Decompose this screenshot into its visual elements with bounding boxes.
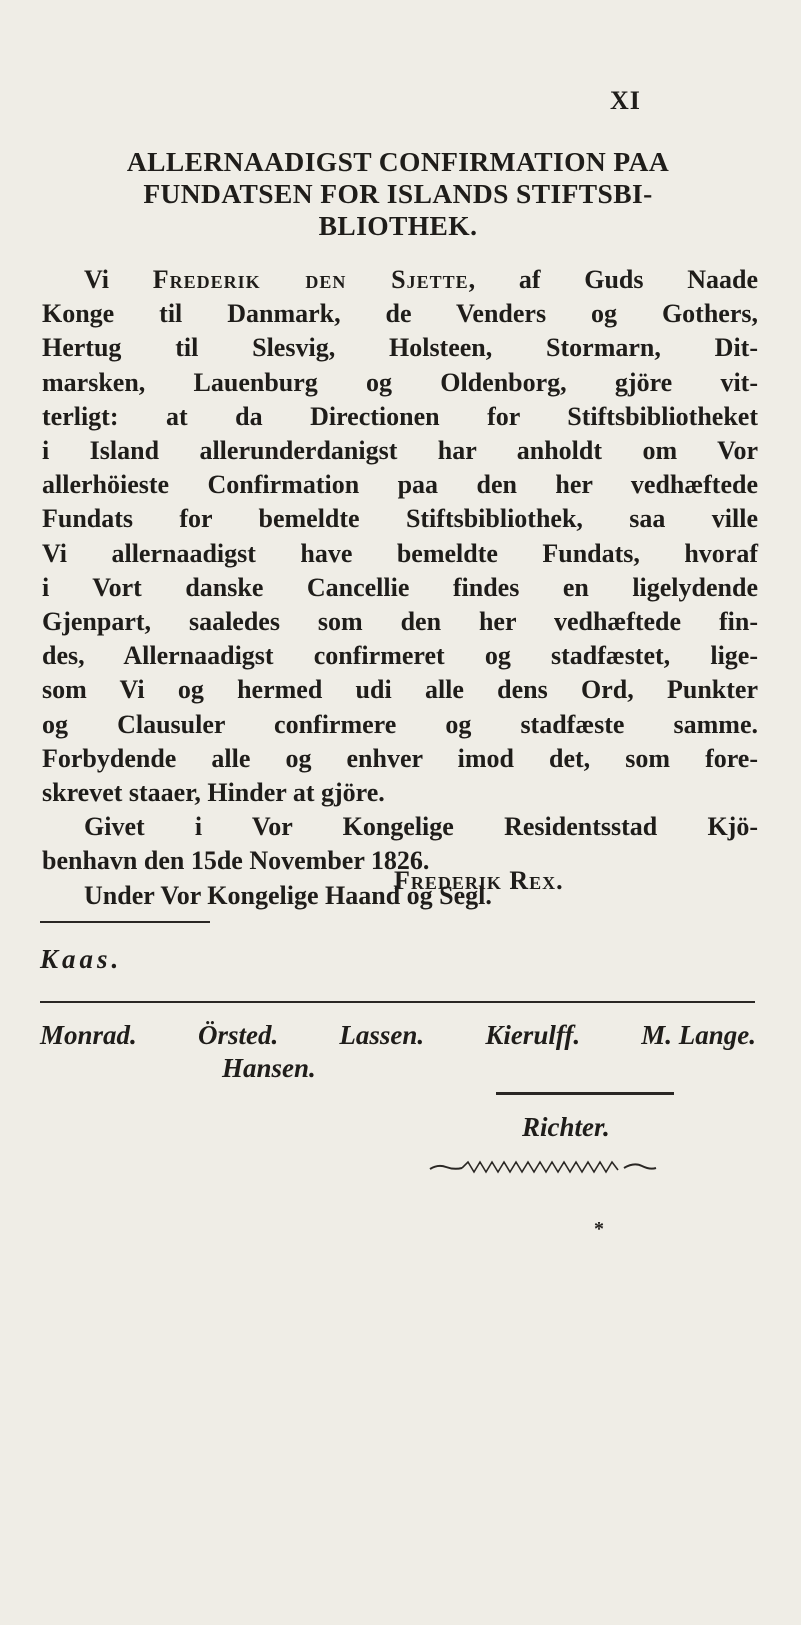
signatories-row — [40, 1020, 756, 1051]
page-number: XI — [610, 86, 641, 115]
body-first-line-rest: , af Guds Naade — [468, 265, 759, 294]
body-line: i Vort danske Cancellie findes en ligelydende — [42, 572, 758, 602]
body-line: Vi allernaadigst have bemeldte Fundats, hvoraf — [42, 538, 758, 568]
body-line: allerhöieste Confirmation paa den her vedhæftede — [42, 470, 758, 500]
signatory-richter: Richter. — [522, 1112, 610, 1142]
body-line: skrevet staaer, Hinder at gjöre. — [42, 778, 385, 808]
countersign-kaas: Kaas. — [40, 944, 123, 974]
document-title — [28, 146, 768, 242]
document-body — [42, 263, 758, 913]
given-line: benhavn den 15de November 1826. — [42, 846, 430, 876]
body-line: des, Allernaadigst confirmeret og stadfæstet, lige- — [42, 641, 758, 671]
title-line: BLIOTHEK. — [318, 210, 478, 241]
body-line: marsken, Lauenburg og Oldenborg, gjöre vit- — [42, 367, 758, 397]
divider-right — [496, 1092, 674, 1095]
body-vi: Vi — [84, 265, 110, 294]
signatory-name: Lassen. — [339, 1020, 425, 1050]
body-line: terligt: at da Directionen for Stiftsbibliotheket — [42, 401, 758, 431]
royal-signature: Frederik Rex. — [394, 866, 564, 895]
given-line: Givet i Vor Kongelige Residentsstad Kjö- — [84, 812, 758, 842]
signatory-name: Hansen. — [222, 1053, 316, 1083]
body-line — [42, 263, 758, 297]
signatory-name: Örsted. — [197, 1020, 279, 1050]
printer-mark: * — [594, 1218, 604, 1240]
body-line: Forbydende alle og enhver imod det, som fore- — [42, 743, 758, 773]
signatory-name: Kierulff. — [485, 1020, 581, 1050]
signatory-name: M. Lange. — [641, 1020, 756, 1050]
title-line: ALLERNAADIGST CONFIRMATION PAA — [126, 146, 670, 177]
body-line: og Clausuler confirmere og stadfæste samme. — [42, 709, 758, 739]
king-name: Frederik den Sjette — [152, 265, 469, 294]
title-line: FUNDATSEN FOR ISLANDS STIFTSBI- — [143, 178, 653, 209]
body-line: i Island allerunderdanigst har anholdt om Vor — [42, 436, 758, 466]
signatory-name: Monrad. — [40, 1020, 137, 1050]
divider-long — [40, 1001, 755, 1003]
body-line: Fundats for bemeldte Stiftsbibliothek, saa ville — [42, 504, 758, 534]
body-line: Hertug til Slesvig, Holsteen, Stormarn, Dit- — [42, 333, 758, 363]
divider-short — [40, 921, 210, 923]
body-line: som Vi og hermed udi alle dens Ord, Punkter — [42, 675, 758, 705]
body-line: Konge til Danmark, de Venders og Gothers, — [42, 299, 758, 329]
body-line: Gjenpart, saaledes som den her vedhæftede fin- — [42, 607, 758, 637]
wavy-ornament-icon — [428, 1160, 658, 1179]
given-line: Under Vor Kongelige Haand og Segl. — [84, 880, 492, 910]
